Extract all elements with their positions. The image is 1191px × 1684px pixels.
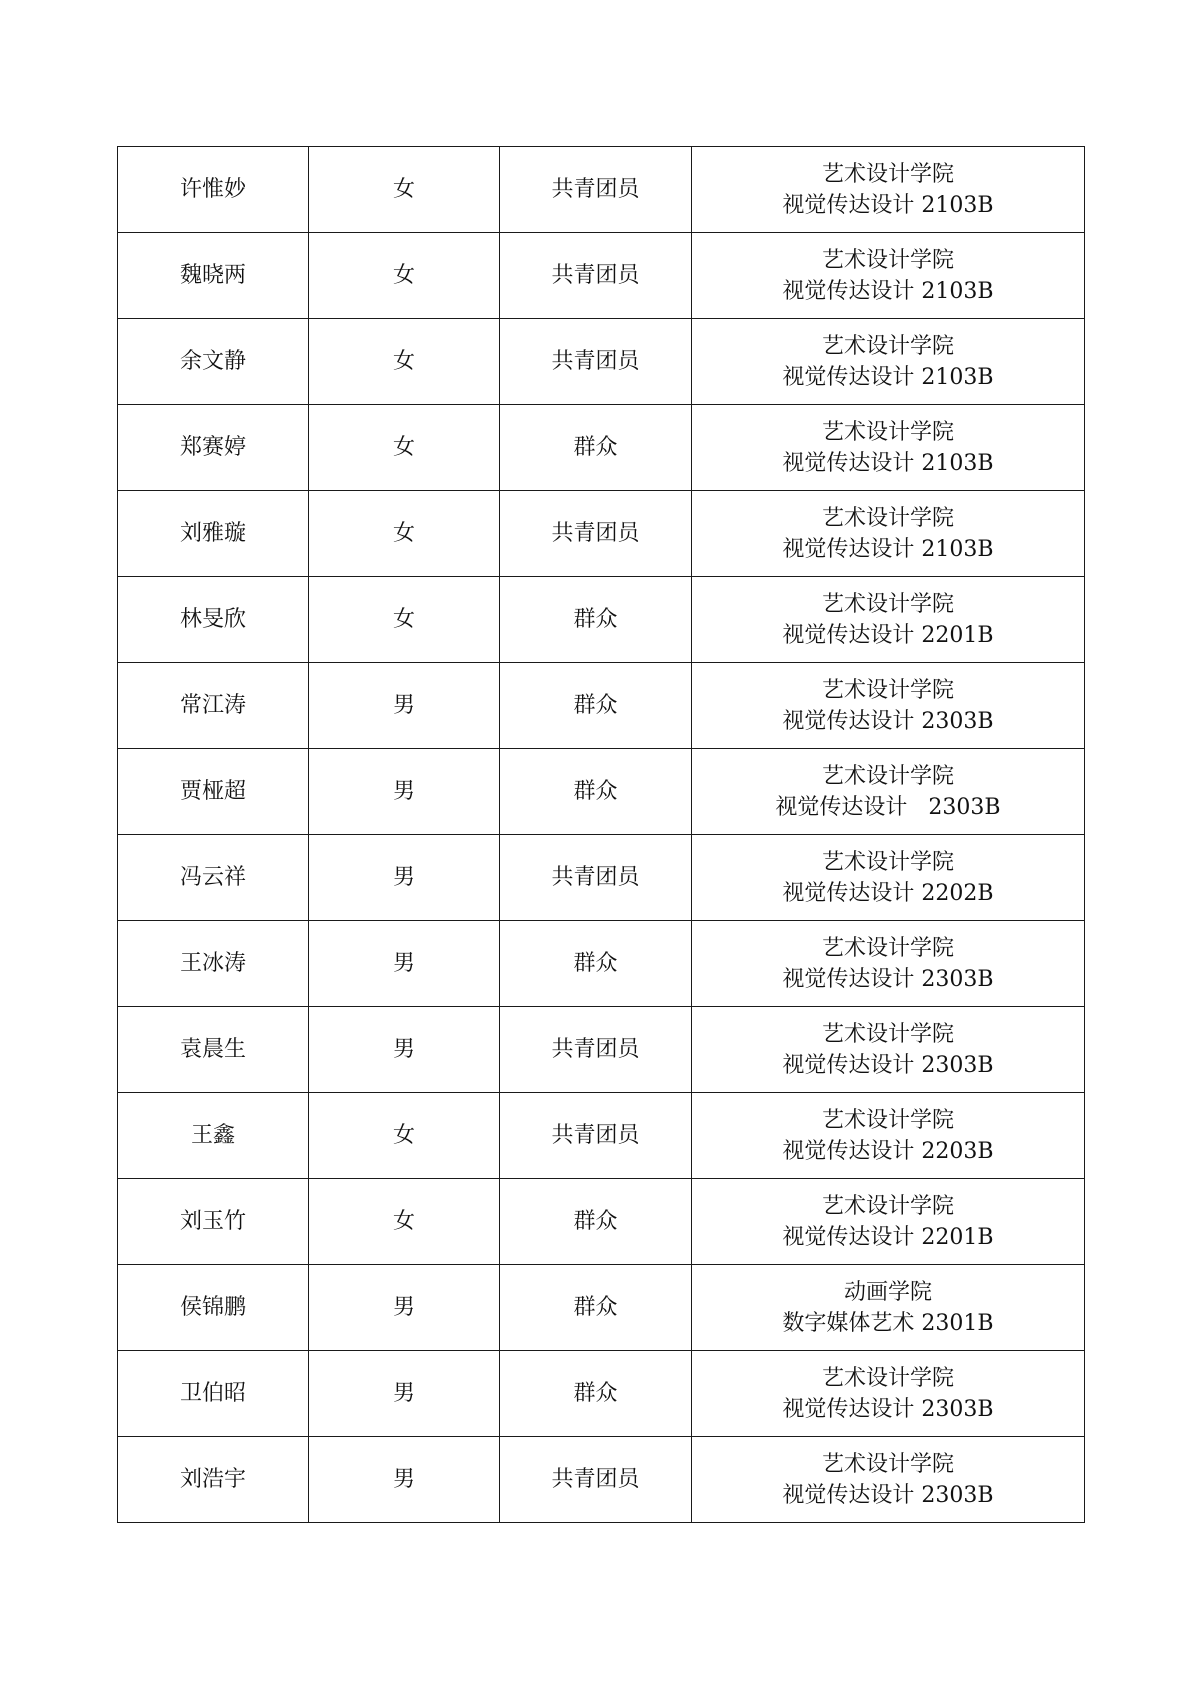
class-text: 视觉传达设计 2303B [782, 708, 994, 734]
class-text: 视觉传达设计 2303B [782, 966, 994, 992]
name-cell: 贾桠超 [118, 749, 309, 835]
college-text: 动画学院 [843, 1279, 932, 1305]
college-text: 艺术设计学院 [821, 1365, 954, 1391]
college-text: 艺术设计学院 [821, 505, 954, 531]
political-status-cell: 群众 [500, 1265, 692, 1351]
unit-cell [692, 749, 1085, 835]
table-row [118, 1437, 1085, 1523]
college-text: 艺术设计学院 [821, 677, 954, 703]
table-row [118, 319, 1085, 405]
unit-cell [692, 835, 1085, 921]
political-status-cell: 群众 [500, 663, 692, 749]
gender-cell: 男 [309, 1437, 500, 1523]
unit-cell [692, 1179, 1085, 1265]
class-text: 视觉传达设计 2201B [782, 1224, 994, 1250]
college-text: 艺术设计学院 [821, 333, 954, 359]
name-cell: 王冰涛 [118, 921, 309, 1007]
roster-body [118, 147, 1085, 1523]
table-row [118, 233, 1085, 319]
name-cell: 袁晨生 [118, 1007, 309, 1093]
college-text: 艺术设计学院 [821, 591, 954, 617]
name-cell: 林旻欣 [118, 577, 309, 663]
gender-cell: 女 [309, 577, 500, 663]
table-row [118, 921, 1085, 1007]
name-cell: 刘玉竹 [118, 1179, 309, 1265]
class-text: 视觉传达设计 2202B [782, 880, 994, 906]
political-status-cell: 共青团员 [500, 491, 692, 577]
unit-cell [692, 1007, 1085, 1093]
college-text: 艺术设计学院 [821, 763, 954, 789]
political-status-cell: 群众 [500, 405, 692, 491]
gender-cell: 女 [309, 405, 500, 491]
gender-cell: 女 [309, 1179, 500, 1265]
political-status-cell: 共青团员 [500, 1437, 692, 1523]
class-text: 视觉传达设计 2103B [782, 278, 994, 304]
gender-cell: 男 [309, 749, 500, 835]
unit-cell [692, 1437, 1085, 1523]
name-cell: 许惟妙 [118, 147, 309, 233]
table-row [118, 1351, 1085, 1437]
college-text: 艺术设计学院 [821, 247, 954, 273]
political-status-cell: 群众 [500, 749, 692, 835]
college-text: 艺术设计学院 [821, 419, 954, 445]
gender-cell: 女 [309, 1093, 500, 1179]
political-status-cell: 共青团员 [500, 233, 692, 319]
name-cell: 郑赛婷 [118, 405, 309, 491]
gender-cell: 女 [309, 319, 500, 405]
class-text: 数字媒体艺术 2301B [782, 1310, 994, 1336]
class-text: 视觉传达设计 2103B [782, 192, 994, 218]
table-row [118, 147, 1085, 233]
table-row [118, 1093, 1085, 1179]
unit-cell [692, 319, 1085, 405]
class-text: 视觉传达设计 2303B [782, 1482, 994, 1508]
table-row [118, 1007, 1085, 1093]
class-text: 视觉传达设计 2203B [782, 1138, 994, 1164]
table-row [118, 1179, 1085, 1265]
college-text: 艺术设计学院 [821, 1107, 954, 1133]
unit-cell [692, 921, 1085, 1007]
college-text: 艺术设计学院 [821, 161, 954, 187]
name-cell: 冯云祥 [118, 835, 309, 921]
political-status-cell: 群众 [500, 1179, 692, 1265]
unit-cell [692, 577, 1085, 663]
table-row [118, 663, 1085, 749]
class-text: 视觉传达设计 2201B [782, 622, 994, 648]
table-row [118, 1265, 1085, 1351]
gender-cell: 女 [309, 233, 500, 319]
table-row [118, 835, 1085, 921]
unit-cell [692, 1265, 1085, 1351]
table-row [118, 491, 1085, 577]
college-text: 艺术设计学院 [821, 1451, 954, 1477]
gender-cell: 男 [309, 1007, 500, 1093]
political-status-cell: 共青团员 [500, 147, 692, 233]
name-cell: 余文静 [118, 319, 309, 405]
gender-cell: 女 [309, 491, 500, 577]
class-text: 视觉传达设计 2303B [782, 1052, 994, 1078]
class-text: 视觉传达设计 2103B [782, 364, 994, 390]
name-cell: 王鑫 [118, 1093, 309, 1179]
name-cell: 刘浩宇 [118, 1437, 309, 1523]
political-status-cell: 群众 [500, 1351, 692, 1437]
political-status-cell: 群众 [500, 577, 692, 663]
table-row [118, 405, 1085, 491]
unit-cell [692, 405, 1085, 491]
gender-cell: 男 [309, 921, 500, 1007]
political-status-cell: 共青团员 [500, 1093, 692, 1179]
roster-table [117, 146, 1085, 1523]
political-status-cell: 群众 [500, 921, 692, 1007]
college-text: 艺术设计学院 [821, 1021, 954, 1047]
unit-cell [692, 1093, 1085, 1179]
unit-cell [692, 663, 1085, 749]
college-text: 艺术设计学院 [821, 935, 954, 961]
name-cell: 刘雅璇 [118, 491, 309, 577]
unit-cell [692, 233, 1085, 319]
name-cell: 常江涛 [118, 663, 309, 749]
class-text: 视觉传达设计 2303B [775, 794, 1001, 820]
gender-cell: 男 [309, 1265, 500, 1351]
unit-cell [692, 1351, 1085, 1437]
name-cell: 卫伯昭 [118, 1351, 309, 1437]
political-status-cell: 共青团员 [500, 1007, 692, 1093]
class-text: 视觉传达设计 2303B [782, 1396, 994, 1422]
gender-cell: 男 [309, 663, 500, 749]
unit-cell [692, 147, 1085, 233]
class-text: 视觉传达设计 2103B [782, 536, 994, 562]
gender-cell: 男 [309, 1351, 500, 1437]
table-row [118, 749, 1085, 835]
name-cell: 魏晓两 [118, 233, 309, 319]
unit-cell [692, 491, 1085, 577]
gender-cell: 男 [309, 835, 500, 921]
table-row [118, 577, 1085, 663]
college-text: 艺术设计学院 [821, 849, 954, 875]
political-status-cell: 共青团员 [500, 319, 692, 405]
political-status-cell: 共青团员 [500, 835, 692, 921]
gender-cell: 女 [309, 147, 500, 233]
class-text: 视觉传达设计 2103B [782, 450, 994, 476]
name-cell: 侯锦鹏 [118, 1265, 309, 1351]
college-text: 艺术设计学院 [821, 1193, 954, 1219]
